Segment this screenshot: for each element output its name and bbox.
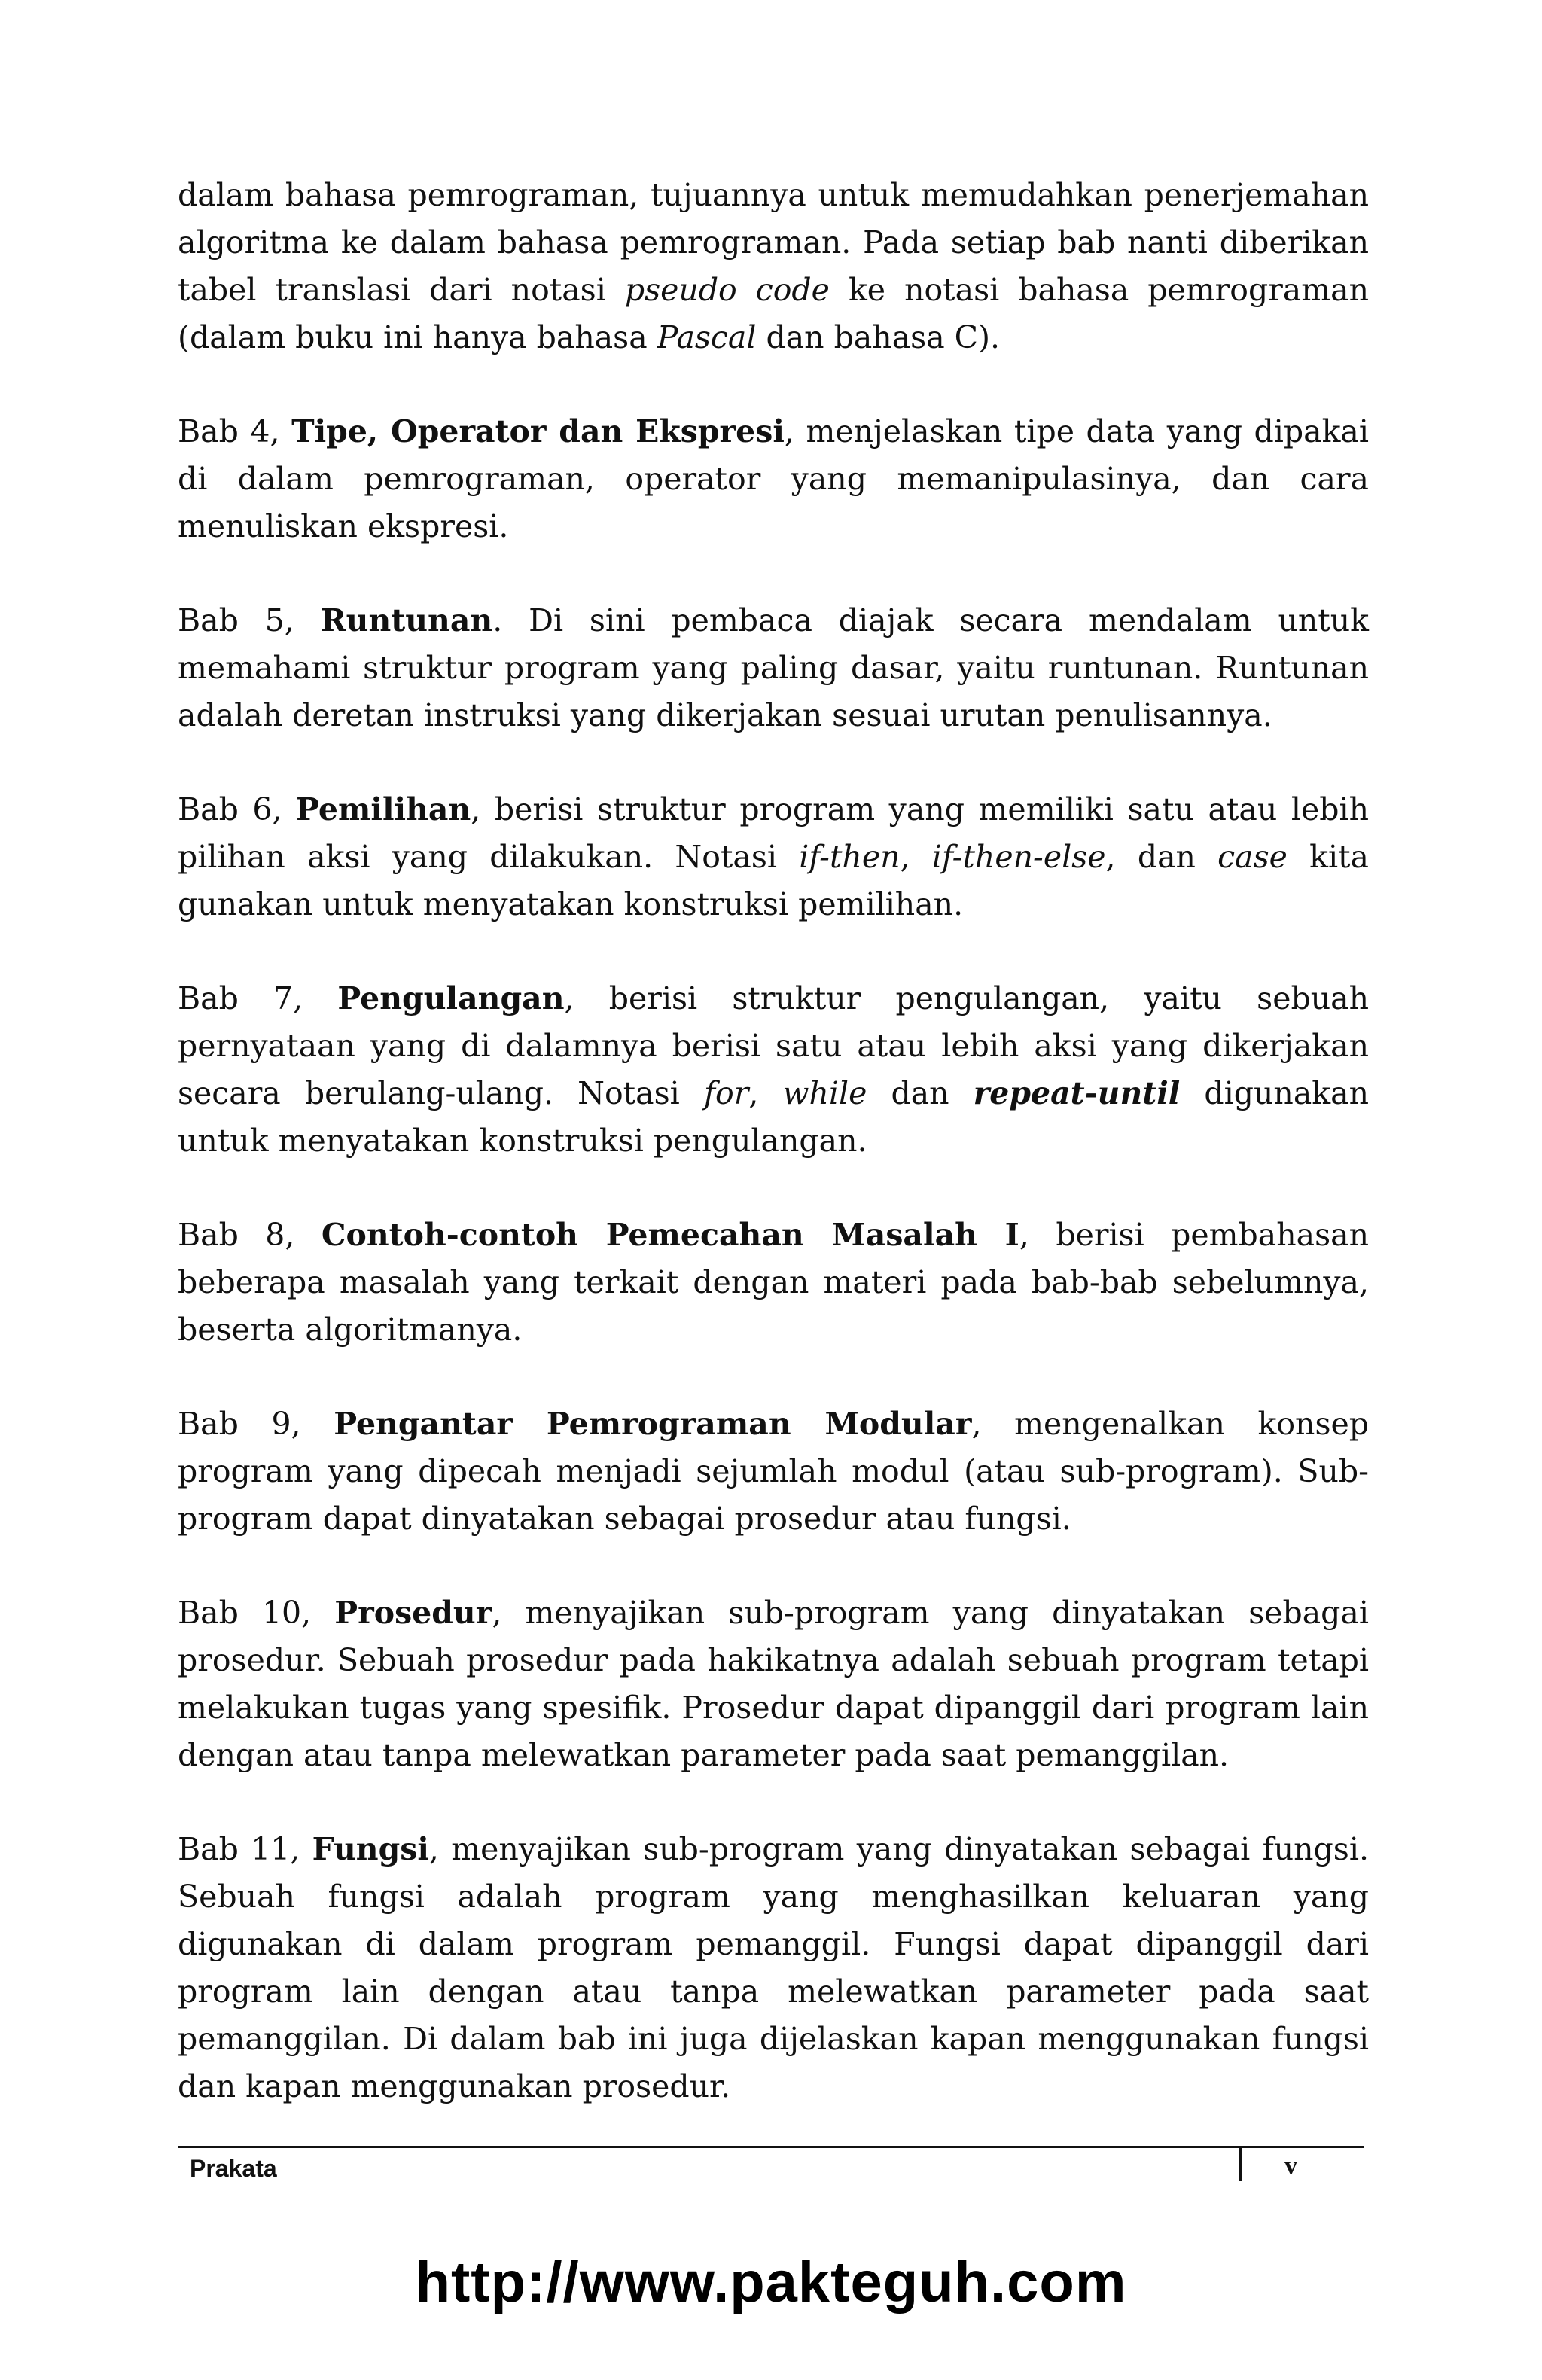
italic-term: if-then-else (931, 839, 1106, 875)
page-number: v (1284, 2152, 1297, 2180)
chapter-number: Bab 5, (178, 602, 321, 638)
text-run: , dan (1105, 839, 1218, 875)
footer-divider (1239, 2148, 1242, 2181)
italic-term: repeat-until (973, 1075, 1181, 1111)
text-run: kita gunakan untuk menyatakan konstruksi pemilihan. (178, 839, 1369, 922)
paragraph-bab-10 (178, 1589, 1369, 1779)
chapter-description: . Di sini pembaca diajak secara mendalam untuk memahami struktur program yang paling dasar, yaitu runtunan. Runtunan adalah deretan instruksi yang dikerjakan sesuai urutan penulisannya. (178, 602, 1369, 733)
chapter-description: , menyajikan sub-program yang dinyatakan sebagai prosedur. Sebuah prosedur pada hakikatnya adalah sebuah program tetapi melakukan tugas yang spesifik. Prosedur dapat dipanggil dari program lain dengan atau tanpa melewatkan parameter pada saat pemanggilan. (178, 1595, 1369, 1773)
chapter-title: Prosedur (334, 1595, 492, 1631)
paragraph-bab-4 (178, 408, 1369, 550)
page-body (178, 172, 1369, 2110)
chapter-number: Bab 7, (178, 980, 338, 1016)
text-run: , (900, 839, 932, 875)
chapter-number: Bab 8, (178, 1217, 322, 1253)
italic-term: while (782, 1075, 867, 1111)
paragraph-bab-11 (178, 1826, 1369, 2110)
chapter-description: , menjelaskan tipe data yang dipakai di dalam pemrograman, operator yang memanipulasinya, dan cara menuliskan ekspresi. (178, 413, 1369, 544)
chapter-number: Bab 9, (178, 1406, 334, 1442)
italic-term: pseudo code (624, 272, 830, 308)
chapter-description: , berisi pembahasan beberapa masalah yang terkait dengan materi pada bab-bab sebelumnya, beserta algoritmanya. (178, 1217, 1369, 1348)
text-run: dan bahasa C). (756, 319, 1001, 355)
paragraph-bab-7 (178, 975, 1369, 1165)
chapter-description: , mengenalkan konsep program yang dipecah menjadi sejumlah modul (atau sub-program). Sub-program dapat dinyatakan sebagai prosedur atau fungsi. (178, 1406, 1369, 1537)
italic-term: Pascal (657, 319, 757, 355)
chapter-title: Runtunan (320, 602, 493, 638)
chapter-description: , berisi struktur program yang memiliki satu atau lebih pilihan aksi yang dilakukan. Notasi (178, 791, 1369, 875)
chapter-title: Pengantar Pemrograman Modular (334, 1406, 972, 1442)
paragraph-bab-8 (178, 1211, 1369, 1354)
italic-term: if-then (799, 839, 901, 875)
chapter-title: Contoh-contoh Pemecahan Masalah I (321, 1217, 1019, 1253)
chapter-number: Bab 11, (178, 1831, 312, 1867)
text-run: dan (867, 1075, 974, 1111)
italic-term: case (1217, 839, 1288, 875)
footer-section-label: Prakata (190, 2155, 277, 2182)
paragraph-bab-9 (178, 1400, 1369, 1543)
chapter-number: Bab 4, (178, 413, 292, 449)
chapter-description: , menyajikan sub-program yang dinyatakan sebagai fungsi. Sebuah fungsi adalah program yang menghasilkan keluaran yang digunakan di dalam program pemanggil. Fungsi dapat dipanggil dari program lain dengan atau tanpa melewatkan parameter pada saat pemanggilan. Di dalam bab ini juga dijelaskan kapan menggunakan fungsi dan kapan menggunakan prosedur. (178, 1831, 1369, 2104)
text-run: , (748, 1075, 783, 1111)
footer-rule (178, 2146, 1364, 2148)
text-run: ke notasi bahasa pemrograman (dalam buku ini hanya bahasa (178, 272, 1369, 355)
text-run: dalam bahasa pemrograman, tujuannya untuk memudahkan penerjemahan algoritma ke dalam bahasa pemrograman. Pada setiap bab nanti diberikan tabel translasi dari notasi (178, 177, 1369, 308)
paragraph-bab-5 (178, 597, 1369, 739)
paragraph-bab-6 (178, 786, 1369, 928)
italic-term: for (703, 1075, 749, 1111)
chapter-number: Bab 6, (178, 791, 297, 827)
chapter-title: Fungsi (312, 1831, 429, 1867)
chapter-title: Pengulangan (337, 980, 565, 1016)
chapter-description: , berisi struktur pengulangan, yaitu sebuah pernyataan yang di dalamnya berisi satu atau lebih aksi yang dikerjakan secara berulang-ulang. Notasi (178, 980, 1369, 1111)
text-run: digunakan untuk menyatakan konstruksi pengulangan. (178, 1075, 1369, 1159)
chapter-title: Pemilihan (296, 791, 471, 827)
chapter-number: Bab 10, (178, 1595, 335, 1631)
chapter-title: Tipe, Operator dan Ekspresi (291, 413, 785, 449)
watermark-url: http://www.pakteguh.com (415, 2250, 1127, 2314)
paragraph-intro (178, 172, 1369, 361)
